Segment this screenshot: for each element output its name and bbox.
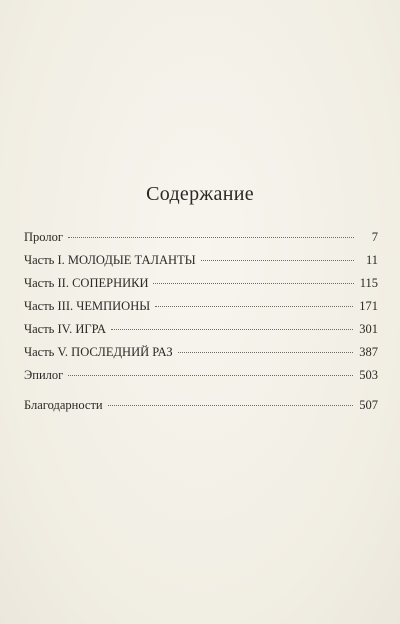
toc-entry-part-5 (24, 343, 378, 361)
toc-entry-acknowledgements (24, 396, 378, 414)
toc-entry-label: Часть IV. ИГРА (24, 322, 106, 336)
toc-entry-label: Часть III. ЧЕМПИОНЫ (24, 299, 151, 313)
toc-entry-label: Пролог (24, 230, 63, 244)
dot-leader (108, 404, 354, 406)
dot-leader (68, 374, 353, 376)
toc-entry-part-4 (24, 320, 378, 338)
dot-leader (153, 282, 353, 284)
toc-entry-prologue (24, 228, 378, 246)
dot-leader (201, 259, 354, 261)
toc-entry-page: 503 (359, 368, 378, 382)
dot-leader (68, 236, 354, 238)
toc-entry-epilogue (24, 366, 378, 384)
dot-leader (178, 351, 354, 353)
toc-entry-page: 387 (359, 345, 378, 359)
toc-entry-page: 507 (359, 398, 378, 412)
toc-entry-label: Эпилог (24, 368, 64, 382)
toc-entry-page: 115 (359, 276, 378, 290)
toc-entry-label: Часть I. МОЛОДЫЕ ТАЛАНТЫ (24, 253, 196, 267)
toc-entry-page: 7 (371, 230, 378, 244)
toc-entry-page: 11 (365, 253, 378, 267)
toc-entry-part-2 (24, 274, 378, 292)
dot-leader (111, 328, 353, 330)
toc-entry-page: 301 (359, 322, 378, 336)
toc-entry-part-3 (24, 297, 378, 315)
toc-entry-label: Благодарности (24, 398, 103, 412)
toc-entry-part-1 (24, 251, 378, 269)
toc-entry-page: 171 (359, 299, 378, 313)
page-title: Содержание (146, 183, 254, 205)
toc-entry-label: Часть II. СОПЕРНИКИ (24, 276, 149, 290)
toc-entry-label: Часть V. ПОСЛЕДНИЙ РАЗ (24, 345, 173, 359)
dot-leader (155, 305, 353, 307)
